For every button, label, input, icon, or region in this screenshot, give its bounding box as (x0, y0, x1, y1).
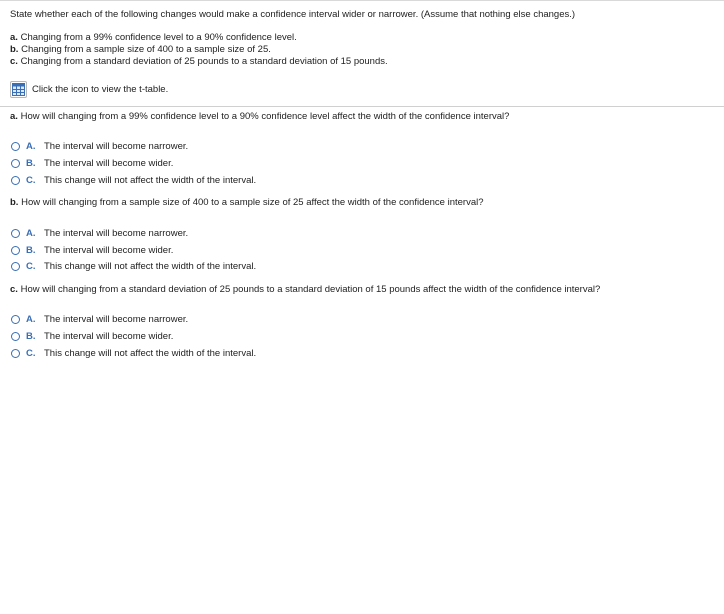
change-a-text: Changing from a 99% confidence level to a 90% confidence level. (20, 32, 297, 43)
section-divider (0, 106, 724, 107)
option-letter: B. (26, 244, 36, 256)
radio-button[interactable] (11, 315, 20, 324)
option-letter: A. (26, 227, 36, 239)
change-c-text: Changing from a standard deviation of 25 pounds to a standard deviation of 15 pounds. (20, 56, 388, 67)
question-a (10, 111, 509, 122)
question-c-text: How will changing from a standard deviation of 25 pounds to a standard deviation of 15 pounds affect the width of the confidence interval? (20, 284, 601, 295)
question-b-label: b. (10, 197, 19, 208)
question-a-option-b[interactable] (11, 157, 173, 169)
change-b (10, 44, 271, 55)
question-a-text: How will changing from a 99% confidence level to a 90% confidence level affect the width of the confidence interval? (20, 111, 510, 122)
option-text: This change will not affect the width of the interval. (44, 347, 257, 359)
option-text: The interval will become wider. (44, 330, 174, 342)
question-c (10, 284, 600, 295)
top-border (0, 0, 724, 1)
option-letter: A. (26, 313, 36, 325)
question-b-option-b[interactable] (11, 244, 173, 256)
change-a-label: a. (10, 32, 18, 43)
change-b-text: Changing from a sample size of 400 to a sample size of 25. (21, 44, 271, 55)
option-letter: B. (26, 330, 36, 342)
ttable-link-text[interactable]: Click the icon to view the t-table. (32, 84, 169, 95)
question-c-option-b[interactable] (11, 330, 173, 342)
option-letter: C. (26, 347, 36, 359)
option-text: The interval will become wider. (44, 244, 174, 256)
radio-button[interactable] (11, 262, 20, 271)
option-text: The interval will become wider. (44, 157, 174, 169)
option-text: The interval will become narrower. (44, 313, 189, 325)
option-text: This change will not affect the width of the interval. (44, 174, 257, 186)
option-text: This change will not affect the width of the interval. (44, 260, 257, 272)
question-a-option-a[interactable] (11, 140, 188, 152)
question-c-option-c[interactable] (11, 347, 256, 359)
question-c-label: c. (10, 284, 18, 295)
intro-text: State whether each of the following changes would make a confidence interval wider or narrower. (Assume that nothing else changes.) (10, 9, 576, 20)
change-b-label: b. (10, 44, 19, 55)
option-letter: A. (26, 140, 36, 152)
question-a-label: a. (10, 111, 18, 122)
radio-button[interactable] (11, 349, 20, 358)
question-b-option-a[interactable] (11, 227, 188, 239)
radio-button[interactable] (11, 176, 20, 185)
question-b (10, 197, 484, 208)
radio-button[interactable] (11, 159, 20, 168)
change-a (10, 32, 297, 43)
option-text: The interval will become narrower. (44, 227, 189, 239)
question-b-text: How will changing from a sample size of 400 to a sample size of 25 affect the width of the confidence interval? (21, 197, 484, 208)
question-b-option-c[interactable] (11, 260, 256, 272)
radio-button[interactable] (11, 229, 20, 238)
change-c (10, 56, 388, 67)
option-letter: C. (26, 260, 36, 272)
option-letter: C. (26, 174, 36, 186)
change-c-label: c. (10, 56, 18, 67)
table-icon[interactable] (10, 81, 27, 98)
option-text: The interval will become narrower. (44, 140, 189, 152)
question-c-option-a[interactable] (11, 313, 188, 325)
option-letter: B. (26, 157, 36, 169)
radio-button[interactable] (11, 332, 20, 341)
radio-button[interactable] (11, 246, 20, 255)
question-a-option-c[interactable] (11, 174, 256, 186)
ttable-link[interactable] (10, 80, 168, 99)
radio-button[interactable] (11, 142, 20, 151)
